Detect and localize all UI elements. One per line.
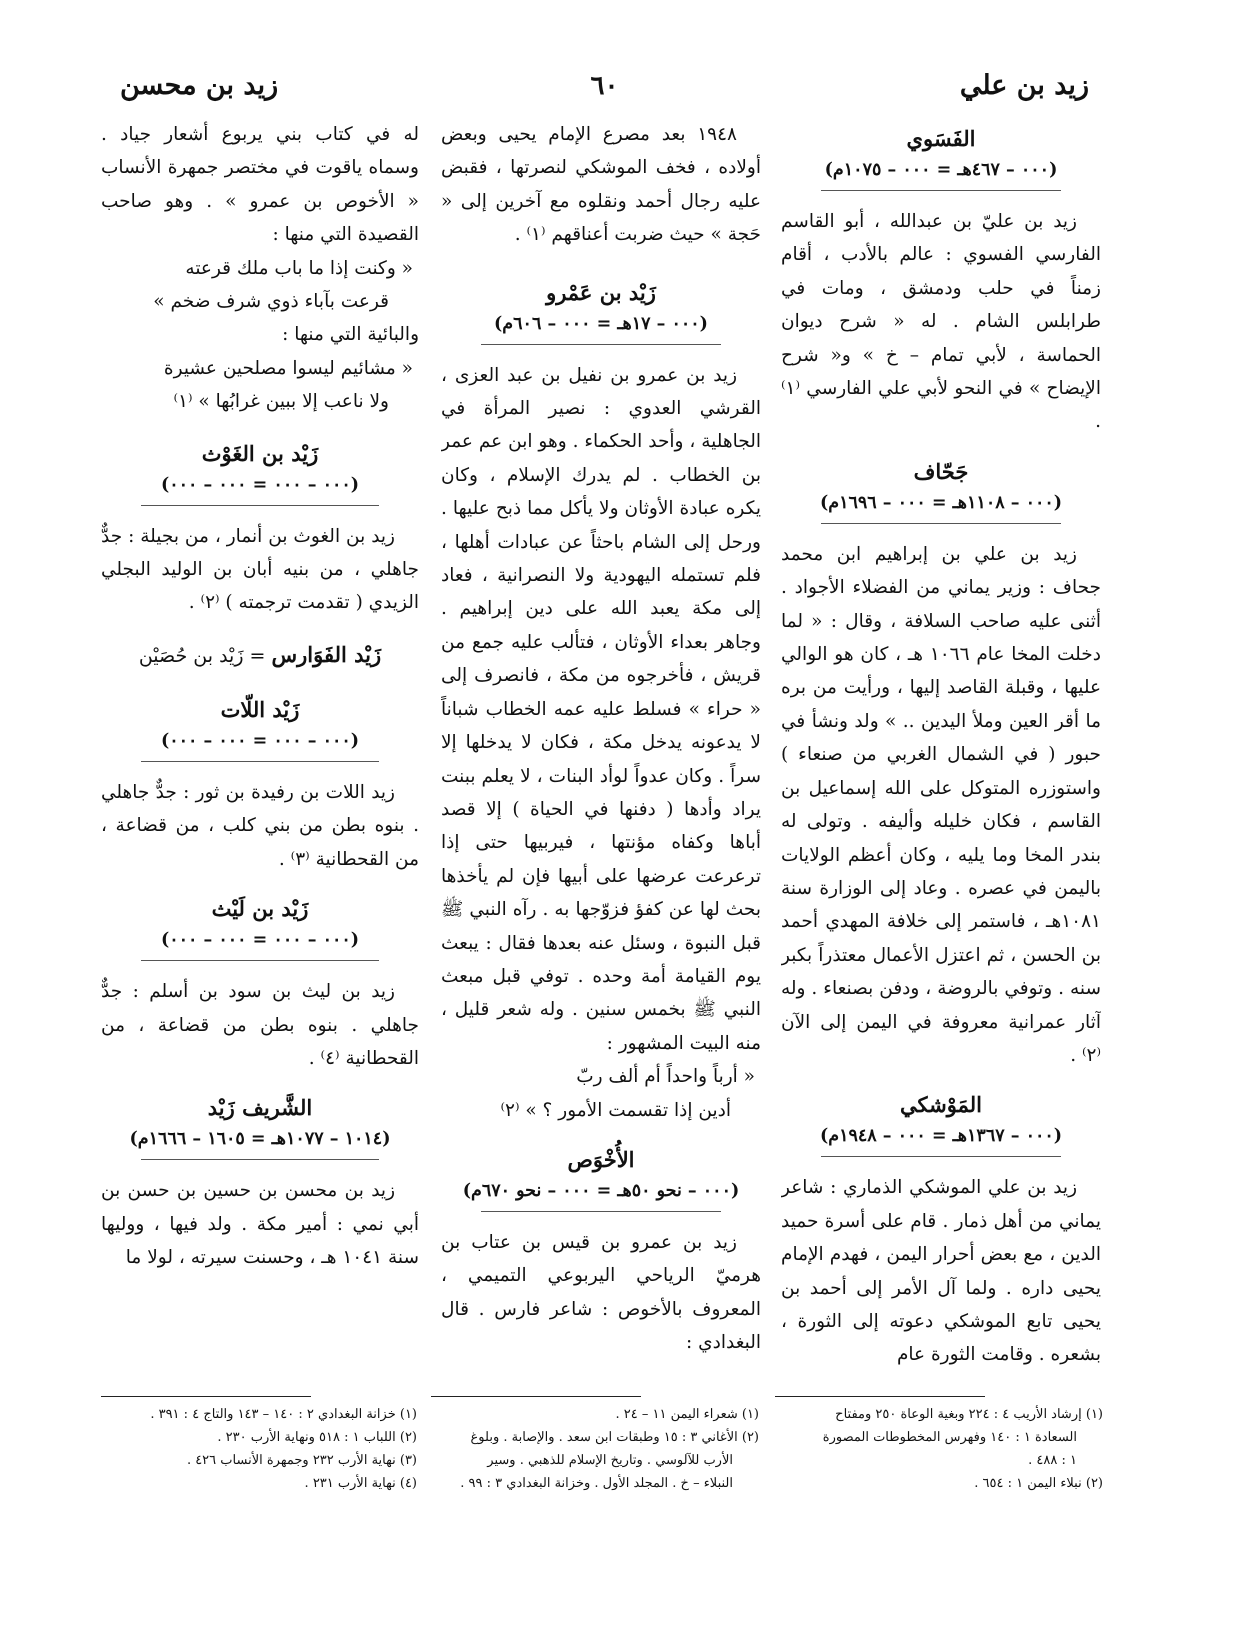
footnote: (٤) نهاية الأرب ٢٣١ . (304, 1476, 417, 1491)
entry-zayd-ibn-ghawth (101, 439, 419, 620)
entry-text: زيد بن عليّ بن عبدالله ، أبو القاسم الفارسي الفسوي : عالم بالأدب ، أقام زمناً في حلب ودمشق ، ومات في طرابلس الشام . له « شرح ديوان الحماسة ، لأبي تمام – خ » و« شرح الإيضاح » في النحو لأبي علي الفارسي ⁽١⁾ . (781, 211, 1101, 433)
column-middle (441, 118, 761, 1448)
continued-text: ١٩٤٨ بعد مصرع الإمام يحيى وبعض أولاده ، فخف الموشكي لنصرتها ، فقبض عليه رجال أحمد ونقلوه مع آخرين إلى « حَجة » حيث ضربت أعناقهم ⁽١⁾ . (441, 124, 761, 246)
footnote: (١) شعراء اليمن ١١ – ٢٤ . (615, 1407, 759, 1422)
entry-jahhaf (781, 457, 1101, 1073)
entry-dates: (٠٠٠ – نحو ٥٠هـ = ٠٠٠ – نحو ٦٧٠م) (462, 1180, 740, 1201)
entry-title: زَيْد بن لَيْث (211, 896, 309, 922)
dates-divider (141, 505, 379, 506)
header-left-entry: زيد بن محسن (110, 68, 288, 104)
entry-dates: (٠٠٠ – ٠٠٠ = ٠٠٠ – ٠٠٠) (160, 474, 360, 495)
cross-reference (101, 638, 419, 673)
entry-title: الفَسَوي (906, 126, 976, 151)
entry-title: جَحّاف (913, 458, 969, 484)
footnote-rule (431, 1396, 641, 1397)
verse-line: « وكنت إذا ما باب ملك قرعته (185, 257, 413, 279)
entry-title: الشَّريف زَيْد (207, 1095, 313, 1121)
dates-divider (821, 190, 1061, 191)
footnote: (٢) الأغاني ٣ : ١٥ وطبقات ابن سعد . والإصابة . وبلوغ (470, 1430, 759, 1445)
entry-text: زيد بن الغوث بن أنمار ، من بجيلة : جدٌّ جاهلي ، من بنيه أبان بن الوليد البجلي الزيدي ( تقدمت ترجمته ) ⁽٢⁾ . (101, 525, 419, 614)
entry-dates: (٠٠٠ – ٠٠٠ = ٠٠٠ – ٠٠٠) (160, 930, 360, 951)
entry-fasawi (781, 124, 1101, 439)
running-header (110, 68, 1099, 108)
dates-divider (141, 960, 379, 961)
footnote: (٣) نهاية الأرب ٢٣٢ وجمهرة الأنساب ٤٢٦ . (186, 1453, 417, 1468)
entry-title: الأُخْوَص (567, 1146, 635, 1172)
entry-text: زيد اللات بن رفيدة بن ثور : جدٌّ جاهلي . بنوه بطن من بني كلب ، من قضاعة ، من القحطانية ⁽٣⁾ . (101, 781, 419, 870)
footnote-continuation: ١ : ٤٨٨ . (1028, 1453, 1077, 1468)
footnote-rule (101, 1396, 311, 1397)
verse-line: ولا ناعب إلا ببين غرابُها » ⁽١⁾ (173, 391, 389, 413)
cross-reference-target: = زَيْد بن حُصَيْن (138, 644, 272, 667)
entry-dates: (٠٠٠ – ١٣٦٧هـ = ٠٠٠ – ١٩٤٨م) (819, 1126, 1063, 1147)
entry-text: زيد بن محسن بن حسين بن حسن بن أبي نمي : أمير مكة . ولد فيها ، ووليها سنة ١٠٤١ هـ ، وحسنت سيرته ، لولا ما (101, 1180, 419, 1269)
entry-title: زَيْد بن عَمْرو (546, 279, 656, 305)
verse-line: أدين إذا تقسمت الأمور ؟ » ⁽٢⁾ (500, 1099, 731, 1121)
dates-divider (141, 1159, 379, 1160)
entry-dates: (٠٠٠ – ١٧هـ = ٠٠٠ – ٦٠٦م) (494, 313, 708, 334)
entry-zayd-ibn-layth (101, 894, 419, 1075)
entry-zayd-al-lat (101, 695, 419, 876)
footnote-continuation: السعادة ١ : ١٤٠ وفهرس المخطوطات المصورة (822, 1430, 1077, 1445)
footnote-rule (775, 1396, 985, 1397)
entry-text: زيد بن عمرو بن نفيل بن عبد العزى ، القرشي العدوي : نصير المرأة في الجاهلية ، وأحد الحكماء . وهو ابن عم عمر بن الخطاب . لم يدرك الإسلام ، وكان يكره عبادة الأوثان ولا يأكل مما ذبح عليها . ورحل إلى الشام باحثاً عن عبادات أهلها ، فلم تستمله اليهودية ولا النصرانية ، فعاد إلى مكة يعبد الله على دين إبراهيم . وجاهر بعداء الأوثان ، فتألب عليه جمع من قريش ، فأخرجوه من مكة ، فانصرف إلى « حراء » فسلط عليه عمه الخطاب شباناً لا يدعونه يدخل مكة ، فكان لا يدخلها إلا سراً . وكان عدواً لوأد البنات ، لا يعلم ببنت يراد وأدها ( دفنها في الحياة ) إلا قصد أباها وكفاه مؤنتها ، فيربيها حتى إذا ترعرعت عرضها على أبيها فإن لم يأخذها بحث لها عن كفؤ فزوّجها به . رآه النبي ﷺ قبل النبوة ، وسئل عنه بعدها فقال : يبعث يوم القيامة أمة وحده . توفي قبل مبعث النبي ﷺ بخمس سنين . وله شعر قليل ، منه البيت المشهور : (441, 364, 761, 1054)
entry-akhwas (441, 1145, 761, 1360)
footnote: (٢) اللباب ١ : ٥١٨ ونهاية الأرب ٢٣٠ . (217, 1430, 417, 1445)
verse-line: قرعت بآباء ذوي شرف ضخم » (153, 291, 389, 313)
entry-dates: (٠٠٠ – ١١٠٨هـ = ٠٠٠ – ١٦٩٦م) (819, 492, 1063, 513)
entry-dates: (٠٠٠ – ٤٦٧هـ = ٠٠٠ – ١٠٧٥م) (824, 160, 1058, 180)
footnote: (١) خزانة البغدادي ٢ : ١٤٠ – ١٤٣ والتاج ٤ : ٣٩١ . (150, 1407, 417, 1422)
dates-divider (481, 1211, 721, 1212)
footnotes-right (775, 1396, 1105, 1495)
continued-text: له في كتاب بني يربوع أشعار جياد . وسماه ياقوت في مختصر جمهرة الأنساب « الأخوص بن عمرو » . وهو صاحب القصيدة التي منها : (101, 124, 419, 246)
column-left (101, 118, 419, 1448)
continued-text: والبائية التي منها : (282, 324, 419, 346)
entry-zayd-ibn-amr (441, 278, 761, 1127)
entry-dates: (١٠١٤ – ١٠٧٧هـ = ١٦٠٥ – ١٦٦٦م) (129, 1129, 391, 1150)
verse-line: « أرباً واحداً أم ألف ربّ (576, 1066, 755, 1088)
entry-text: زيد بن علي الموشكي الذماري : شاعر يماني من أهل ذمار . قام على أسرة حميد الدين ، مع بعض أحرار اليمن ، فهدم الإمام يحيى داره . ولما آل الأمر إلى أحمد بن يحيى تابع الموشكي دعوته إلى الثورة ، بشعره . وقامت الثورة عام (781, 1177, 1101, 1366)
footnote: (٢) نبلاء اليمن ١ : ٦٥٤ . (974, 1476, 1103, 1491)
footnote-continuation: النبلاء – خ . المجلد الأول . وخزانة البغدادي ٣ : ٩٩ . (460, 1476, 733, 1491)
verse-line: « مشائيم ليسوا مصلحين عشيرة (163, 357, 413, 379)
column-right (781, 118, 1101, 1448)
entry-mushki (781, 1090, 1101, 1371)
footnotes-left (101, 1396, 419, 1495)
entry-title: زَيْد بن الغَوْث (201, 440, 319, 466)
entry-title: المَوْشكي (900, 1092, 982, 1118)
footnote: (١) إرشاد الأريب ٤ : ٢٢٤ وبغية الوعاة ٢٥٠ ومفتاح (835, 1407, 1103, 1422)
dates-divider (821, 1156, 1061, 1157)
dates-divider (141, 761, 379, 762)
header-right-entry: زيد بن علي (950, 68, 1099, 104)
entry-text: زيد بن ليث بن سود بن أسلم : جدٌّ جاهلي . بنوه بطن من قضاعة ، من القحطانية ⁽٤⁾ . (101, 981, 419, 1069)
page-number: ٦٠ (579, 68, 631, 104)
entry-text: زيد بن عمرو بن قيس بن عتاب بن هرميّ الرياحي اليربوعي التميمي ، المعروف بالأخوص : شاعر فارس . قال البغدادي : (441, 1231, 761, 1354)
cross-reference-term: زَيْد الفَوَارس (271, 641, 382, 667)
dates-divider (481, 344, 721, 345)
entry-text: زيد بن علي بن إبراهيم ابن محمد جحاف : وزير يماني من الفضلاء الأجواد . أثنى عليه صاحب السلافة ، وقال : « لما دخلت المخا عام ١٠٦٦ هـ ، كان هو الوالي عليها ، وقبلة القاصد إليها ، ورأيت من بره ما أقر العين وملأ اليدين .. » ولد ونشأ في حبور ( في الشمال الغربي من صنعاء ) واستوزره المتوكل على الله إسماعيل بن القاسم ، فكان خليله وأليفه . وتولى له بندر المخا وما يليه ، وكان أعظم الولايات باليمن في عصره . وعاد إلى الوزارة سنة ١٠٨١هـ ، فاستمر إلى خلافة المهدي أحمد بن الحسن ، ثم اعتزل الأعمال معتذراً بكبر سنه . وتوفي بالروضة ، ودفن بصنعاء . وله آثار عمرانية معروفة في اليمن إلى الآن ⁽٢⁾ . (781, 543, 1101, 1066)
footnote-continuation: الأرب للآلوسي . وتاريخ الإسلام للذهبي . وسير (487, 1453, 733, 1468)
footnotes-middle (431, 1396, 761, 1495)
entry-sharif-zayd (101, 1093, 419, 1274)
entry-title: زَيْد اللّات (220, 696, 300, 722)
dates-divider (821, 523, 1061, 524)
entry-dates: (٠٠٠ – ٠٠٠ = ٠٠٠ – ٠٠٠) (160, 730, 360, 751)
